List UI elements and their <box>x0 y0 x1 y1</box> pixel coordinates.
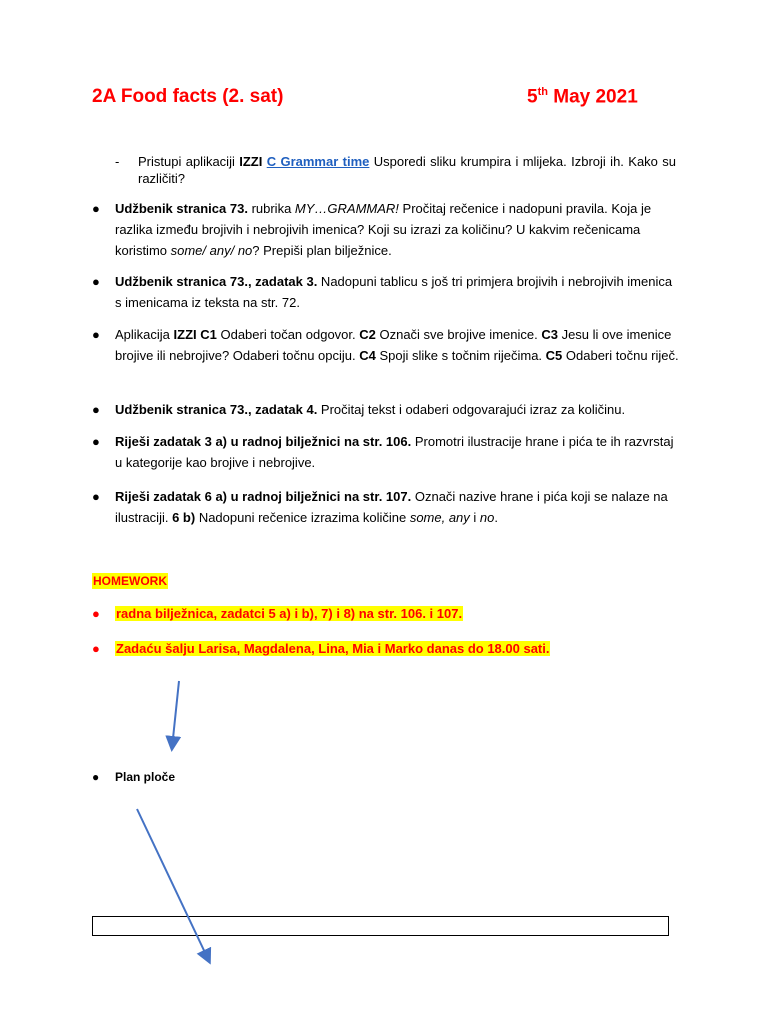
task-part: Pročitaj rečenice i nadopuni pravila. Koja je razlika između brojivih i nebrojivih imenica? Koji su izrazi za količinu? U kakvim rečenicama koristimo <box>115 201 652 258</box>
intro-text-part: Pristupi aplikaciji <box>138 154 240 169</box>
board-plan-label: Plan ploče <box>115 770 176 784</box>
bullet-icon: ● <box>92 201 100 216</box>
homework-heading: HOMEWORK <box>93 574 167 588</box>
task-bold: C5 <box>545 348 563 363</box>
task-part: Nadopuni tablicu s još tri primjera brojivih i nebrojivih imenica s imenicama iz teksta na str. 72. <box>115 274 673 310</box>
task-part: Označi sve brojive imenice. <box>375 327 542 342</box>
task-bold: Udžbenik stranica 73. <box>115 201 248 216</box>
bullet-icon: ● <box>92 402 100 417</box>
homework-text: Zadaću šalju Larisa, Magdalena, Lina, Mia i Marko danas do 18.00 sati. <box>116 641 550 656</box>
bullet-icon: ● <box>92 434 100 449</box>
task-part: Označi nazive hrane i pića koji se nalaze na ilustraciji. <box>115 489 668 525</box>
arrow-down-icon <box>172 681 179 748</box>
grammar-time-link[interactable]: C Grammar time <box>266 154 370 169</box>
task-bold: Riješi zadatak 3 a) u radnoj bilježnici na str. 106. <box>115 434 412 449</box>
task-part: Odaberi točnu riječ. <box>562 348 679 363</box>
task-italic: no <box>479 510 495 525</box>
task-italic: MY…GRAMMAR! <box>294 201 399 216</box>
arrow-down-icon <box>137 809 209 961</box>
intro-text-part: Usporedi sliku krumpira i mlijeka. Izbroji ih. Kako su različiti? <box>138 154 677 186</box>
task-part: ? Prepiši plan bilježnice. <box>252 243 392 258</box>
task-part: . <box>494 510 499 525</box>
task-part: Nadopuni rečenice izrazima količine <box>195 510 410 525</box>
task-part: Aplikacija <box>115 327 174 342</box>
task-bold: C2 <box>359 327 376 342</box>
bullet-icon: ● <box>92 641 100 656</box>
homework-text: radna bilježnica, zadatci 5 a) i b), 7) i 8) na str. 106. i 107. <box>116 606 463 621</box>
task-bold: IZZI C1 <box>173 327 217 342</box>
date-day: 5 <box>527 86 538 108</box>
dash-marker: - <box>115 154 120 169</box>
date-rest: May 2021 <box>547 86 638 108</box>
task-part: Spoji slike s točnim riječima. <box>375 348 546 363</box>
task-part: Odaberi točan odgovor. <box>216 327 360 342</box>
task-bold: Udžbenik stranica 73., zadatak 4. <box>115 402 318 417</box>
bullet-icon: ● <box>92 327 100 342</box>
date-suffix: th <box>537 86 548 98</box>
task-part: Promotri ilustracije hrane i pića te ih razvrstaj u kategorije kao brojive i nebrojive. <box>115 434 674 470</box>
task-bold: C4 <box>359 348 376 363</box>
page-title: 2A Food facts (2. sat) <box>92 86 284 107</box>
task-bold: C3 <box>541 327 558 342</box>
task-bold: Riješi zadatak 6 a) u radnoj bilježnici na str. 107. <box>115 489 412 504</box>
intro-app-name: IZZI <box>239 154 263 169</box>
task-italic: some/ any/ no <box>170 243 253 258</box>
task-part: Jesu li ove imenice brojive ili nebrojive? Odaberi točnu opciju. <box>115 327 672 363</box>
bullet-icon: ● <box>92 606 100 621</box>
bullet-icon: ● <box>92 274 100 289</box>
task-bold: Udžbenik stranica 73., zadatak 3. <box>115 274 318 289</box>
task-part: i <box>469 510 480 525</box>
task-italic: some, any <box>409 510 470 525</box>
task-part: Pročitaj tekst i odaberi odgovarajući izraz za količinu. <box>317 402 626 417</box>
bullet-icon: ● <box>92 489 100 504</box>
bullet-icon: ● <box>92 770 100 784</box>
task-part: rubrika <box>247 201 295 216</box>
task-bold: 6 b) <box>172 510 196 525</box>
